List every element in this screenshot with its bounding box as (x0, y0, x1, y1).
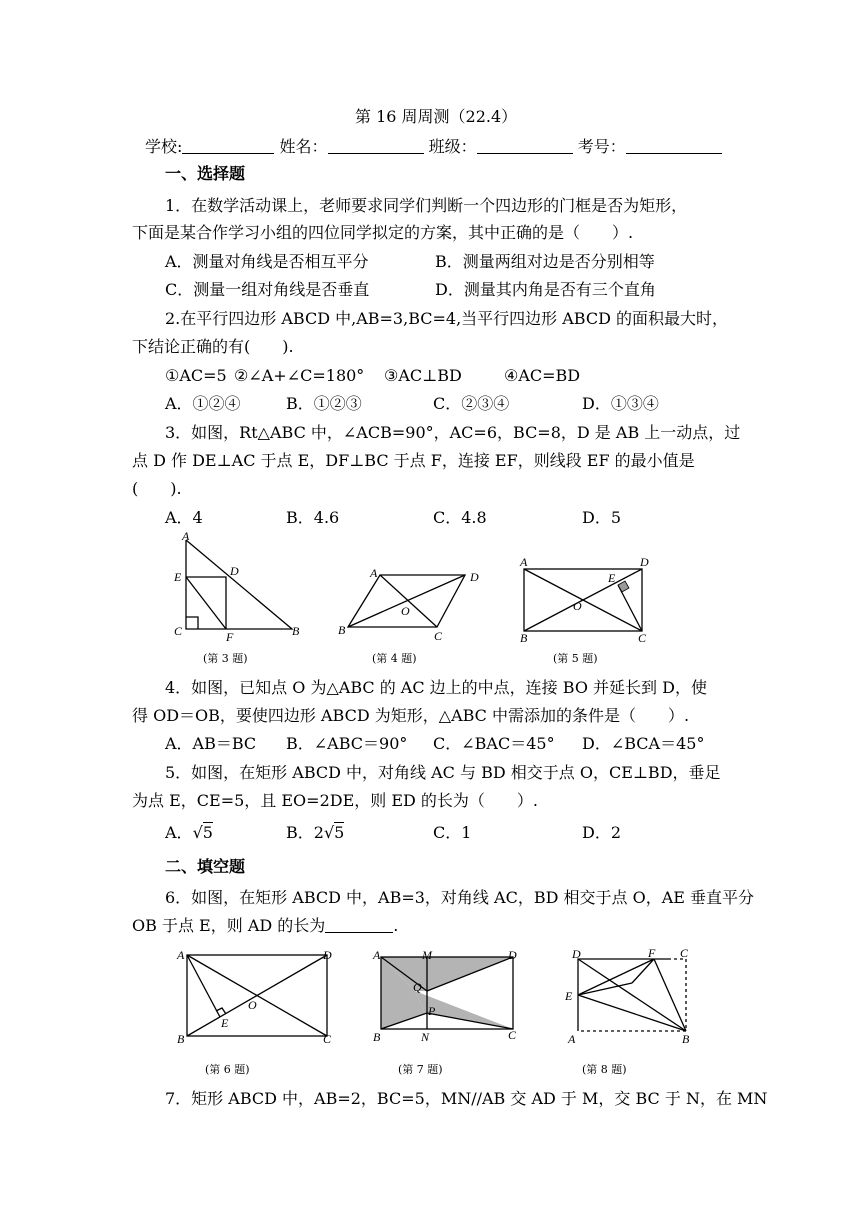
fig6-caption: (第 6 题) (205, 1063, 250, 1076)
fig3-label-d: D (230, 564, 239, 578)
q2-statement-2: ②∠A+∠C=180° (234, 366, 365, 385)
q3-option-a: A．4 (165, 508, 203, 527)
q3-option-b: B．4.6 (286, 508, 340, 527)
fig4-label-o: O (401, 604, 410, 618)
fig5-label-a: A (520, 555, 528, 569)
q4-line1: 4．如图，已知点 O 为△ABC 的 AC 边上的中点，连接 BO 并延长到 D，使 (165, 678, 707, 697)
fig5-label-o: O (573, 599, 582, 613)
fig6-label-c: C (323, 1032, 332, 1046)
fig8-label-c: C (680, 946, 689, 960)
q5-option-c: C．1 (433, 823, 472, 842)
section-fill-heading: 二、填空题 (165, 857, 246, 876)
sqrt-icon: √ (192, 823, 203, 842)
class-label: 班级： (428, 137, 477, 156)
q2-option-b: B．①②③ (286, 394, 362, 413)
fig6-label-d: D (323, 948, 332, 962)
page-title: 第 16 周周测（22.4） (355, 107, 518, 126)
fig7-caption: (第 7 题) (398, 1063, 443, 1076)
fig5-right-angle-mark (618, 581, 629, 592)
fig8-segment-xf (632, 959, 654, 983)
q5-option-a (165, 822, 213, 844)
fig8-label-f: F (648, 946, 656, 960)
q3-line1: 3．如图，Rt△ABC 中，∠ACB=90°，AC=6，BC=8，D 是 AB 上一动点，过 (165, 423, 741, 442)
q1-line1: 1．在数学活动课上，老师要求同学们判断一个四边形的门框是否为矩形， (165, 196, 688, 215)
q6-line2-text: OB 于点 E，则 AD 的长为 (132, 916, 326, 935)
name-label: 姓名： (279, 137, 328, 156)
q6-line2-end: . (393, 916, 399, 935)
fig6-label-e: E (221, 1016, 229, 1030)
q6-answer-blank[interactable] (325, 916, 393, 933)
fig7-label-q: Q (413, 980, 422, 994)
fig3-label-b: B (292, 624, 300, 638)
fig3-caption: (第 3 题) (203, 652, 248, 665)
fig6-label-b: B (177, 1032, 185, 1046)
q5-option-b (286, 822, 344, 844)
fig7-label-n: N (421, 1030, 430, 1044)
q5-option-b-radicand: 5 (334, 823, 345, 842)
figure-q6 (170, 945, 345, 1050)
section-choice-heading: 一、选择题 (165, 164, 246, 183)
fig8-label-e: E (565, 989, 573, 1003)
q2-statement-4: ④AC=BD (504, 366, 581, 385)
fig4-diagonal-ac (380, 575, 437, 627)
q1-line2: 下面是某合作学习小组的四位同学拟定的方案，其中正确的是（ ）. (132, 223, 634, 242)
fig8-segment-eb (578, 995, 686, 1031)
class-blank[interactable] (477, 137, 573, 154)
q3-option-d: D．5 (582, 508, 622, 527)
exam-no-label: 考号： (577, 137, 626, 156)
figure-q4 (330, 560, 490, 645)
fig5-caption: (第 5 题) (553, 652, 598, 665)
q1-option-d: D．测量其内角是否有三个直角 (435, 280, 656, 299)
fig3-label-a: A (182, 529, 190, 543)
fig5-label-b: B (520, 631, 528, 645)
student-info-row (145, 136, 722, 158)
fig7-label-d: D (508, 948, 517, 962)
figure-q7 (365, 945, 530, 1050)
q5-option-a-radicand: 5 (202, 823, 213, 842)
fig8-label-b: B (682, 1032, 690, 1046)
fig3-triangle (186, 540, 292, 629)
q6-line2 (132, 915, 398, 937)
fig3-segment-ef (186, 577, 226, 629)
fig5-label-c: C (638, 631, 647, 645)
exam-no-blank[interactable] (626, 137, 722, 154)
figure-q5 (510, 552, 660, 644)
fig4-label-d: D (470, 570, 479, 584)
fig3-right-angle-mark (186, 617, 198, 629)
q4-option-b: B．∠ABC＝90° (286, 734, 408, 753)
q4-line2: 得 OD＝OB，要使四边形 ABCD 为矩形，△ABC 中需添加的条件是（ ）. (132, 706, 690, 725)
q5-line2: 为点 E，CE=5，且 EO=2DE，则 ED 的长为（ ）. (132, 791, 539, 810)
fig7-label-b: B (373, 1030, 381, 1044)
fig4-label-c: C (434, 629, 443, 643)
q2-option-d: D．①③④ (582, 394, 659, 413)
q4-option-a: A．AB＝BC (165, 734, 257, 753)
q2-line1: 2.在平行四边形 ABCD 中,AB=3,BC=4,当平行四边形 ABCD 的面积最大时， (165, 309, 729, 328)
q5-option-b-prefix: B．2 (286, 823, 324, 842)
q3-line2: 点 D 作 DE⊥AC 于点 E，DF⊥BC 于点 F，连接 EF，则线段 EF 的最小值是 (132, 451, 695, 470)
fig6-label-o: O (248, 998, 257, 1012)
fig7-label-a: A (373, 948, 381, 962)
q1-option-a: A．测量对角线是否相互平分 (165, 252, 369, 271)
fig5-label-e: E (608, 571, 616, 585)
name-blank[interactable] (328, 137, 424, 154)
q5-line1: 5．如图，在矩形 ABCD 中，对角线 AC 与 BD 相交于点 O，CE⊥BD，垂足 (165, 763, 721, 782)
fig8-caption: (第 8 题) (582, 1063, 627, 1076)
q5-option-d: D．2 (582, 823, 622, 842)
sqrt-icon: √ (323, 823, 335, 842)
q2-option-c: C．②③④ (433, 394, 510, 413)
fig5-label-d: D (640, 555, 649, 569)
fig3-label-f: F (226, 630, 234, 644)
fig8-label-d: D (572, 947, 581, 961)
fig3-label-e: E (174, 570, 182, 584)
fig7-label-c: C (508, 1028, 517, 1042)
school-label: 学校: (145, 137, 183, 156)
fig7-label-m: M (422, 948, 432, 962)
q2-statement-1: ①AC=5 (165, 366, 227, 385)
q4-option-c: C．∠BAC＝45° (433, 734, 555, 753)
q1-option-b: B．测量两组对边是否分别相等 (435, 252, 655, 271)
q5-option-a-prefix: A． (165, 823, 193, 842)
fig4-caption: (第 4 题) (372, 652, 417, 665)
fig7-label-p: P (428, 1004, 436, 1018)
q6-line1: 6．如图，在矩形 ABCD 中，AB=3，对角线 AC，BD 相交于点 O，AE 垂直平分 (165, 888, 755, 907)
fig4-label-a: A (370, 566, 378, 580)
fig8-segment-ef (578, 959, 654, 995)
q2-option-a: A．①②④ (165, 394, 241, 413)
q3-line3: ( ). (132, 479, 182, 498)
fig8-label-a: A (568, 1032, 576, 1046)
q7-line1: 7．矩形 ABCD 中，AB=2，BC=5，MN//AB 交 AD 于 M，交 BC 于 N，在 MN (165, 1089, 768, 1108)
q2-line2: 下结论正确的有( ). (132, 337, 294, 356)
figure-q3 (168, 529, 318, 644)
fig4-label-b: B (338, 623, 346, 637)
fig4-diagonal-bd (348, 575, 465, 627)
fig3-label-c: C (174, 624, 183, 638)
q2-statement-3: ③AC⊥BD (384, 366, 462, 385)
q1-option-c: C．测量一组对角线是否垂直 (165, 280, 370, 299)
fig6-label-a: A (177, 948, 185, 962)
q4-option-d: D．∠BCA＝45° (582, 734, 705, 753)
figure-q8 (560, 945, 705, 1050)
school-blank[interactable] (182, 137, 274, 154)
q3-option-c: C．4.8 (433, 508, 487, 527)
